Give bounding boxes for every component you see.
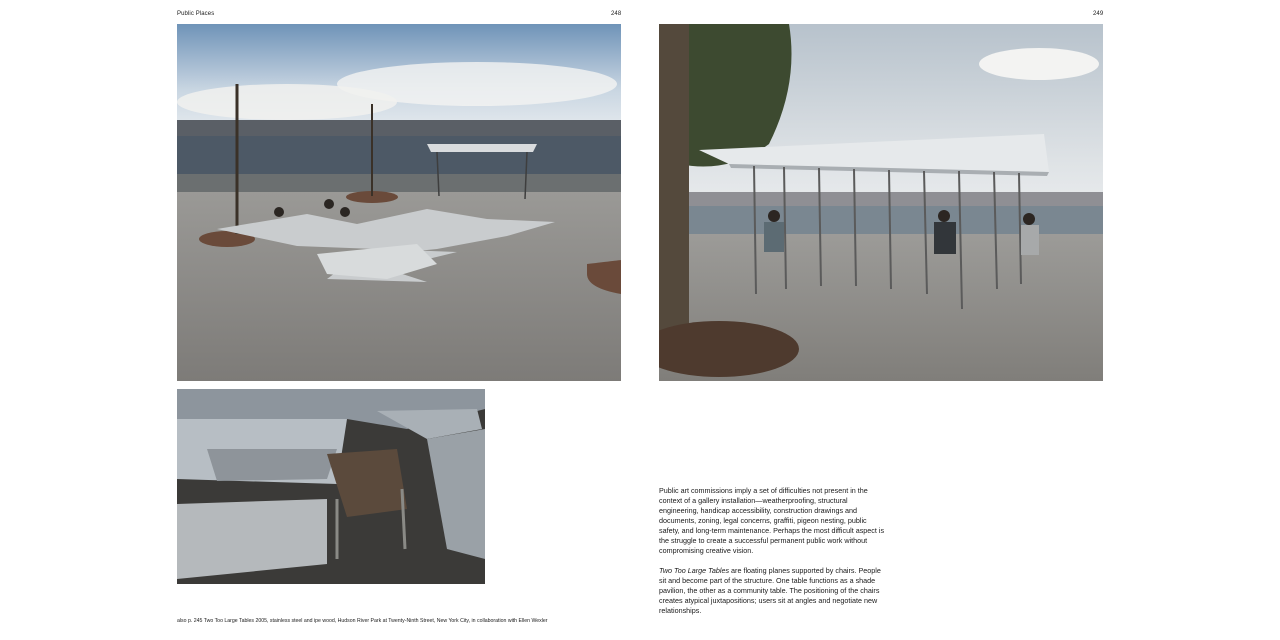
paragraph-two-tables	[659, 566, 889, 616]
photo-table-closeup	[177, 389, 485, 584]
photo-shade-pavilion	[659, 24, 1103, 381]
photo-caption: also p. 245 Two Too Large Tables 2005, stainless steel and ipe wood, Hudson River Park at Twenty-Ninth Street, New York City, in collaboration with Ellen Wexler	[177, 618, 548, 624]
page-number-left: 248	[611, 11, 622, 17]
body-text	[659, 486, 889, 616]
running-head: Public Places	[177, 11, 215, 17]
page-number-right: 249	[1093, 11, 1104, 17]
paragraph-public-art: Public art commissions imply a set of difficulties not present in the context of a gallery installation—weatherproofing, structural engineering, handicap accessibility, construction drawings and documents, zoning, legal concerns, graffiti, pigeon nesting, public safety, and long-term maintenance. Perhaps the most difficult aspect is the struggle to create a successful permanent public work without compromising creative vision.	[659, 486, 885, 555]
work-title: Two Too Large Tables	[659, 566, 730, 575]
paragraph-two-tables-text: are floating planes supported by chairs. People sit and become part of the structure. One table functions as a shade pavilion, the other as a community table. The positioning of the chairs creates atypical juxtapositions; users sit at angles and negotiate new relationships.	[659, 566, 881, 615]
photo-plaza-tables	[177, 24, 621, 381]
right-page	[640, 0, 1280, 640]
